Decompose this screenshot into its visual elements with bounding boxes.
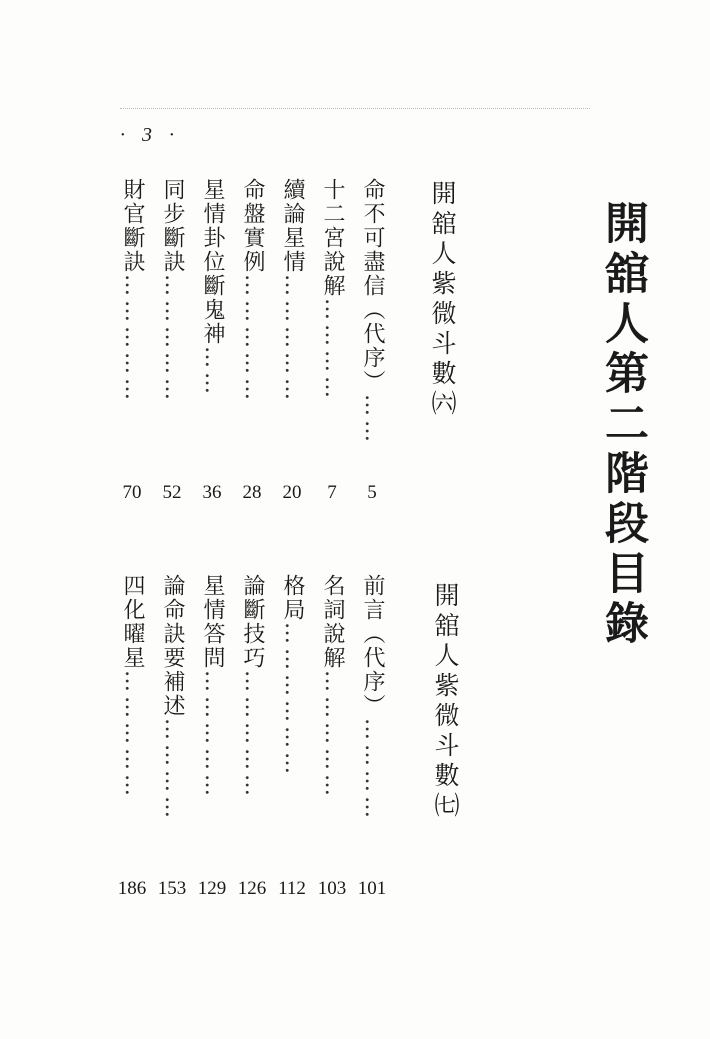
toc-entry[interactable] <box>198 178 226 398</box>
toc-leader-dots: …………… <box>240 274 265 404</box>
toc-entry-label: 同步斷訣 <box>160 178 185 274</box>
toc-page-number: 52 <box>162 482 182 503</box>
toc-entry-label: 論斷技巧 <box>240 574 265 670</box>
toc-page-number: 70 <box>122 482 142 503</box>
toc-entry[interactable] <box>358 178 386 446</box>
toc-entry[interactable] <box>358 574 386 822</box>
toc-entry-label: 續論星情 <box>280 178 305 274</box>
toc-leader-dots: …………… <box>120 670 145 800</box>
toc-leader-dots: …………… <box>120 274 145 404</box>
section-title-6: 開舘人紫微斗數㈥ <box>428 180 457 420</box>
toc-entry-label: 財官斷訣 <box>120 178 145 274</box>
section-title-7: 開舘人紫微斗數㈦ <box>431 582 460 822</box>
toc-entry[interactable] <box>278 574 306 778</box>
toc-page-number: 5 <box>367 482 377 503</box>
toc-page-number: 103 <box>317 878 347 899</box>
toc-page-number: 186 <box>117 878 147 899</box>
toc-leader-dots: ………… <box>320 298 345 402</box>
toc-entry[interactable] <box>198 574 226 800</box>
toc-leader-dots: ……………… <box>280 622 305 778</box>
page-number: · 3 · <box>120 124 180 146</box>
toc-entry-label: 命盤實例 <box>240 178 265 274</box>
toc-leader-dots: …………… <box>160 274 185 404</box>
toc-page-number: 28 <box>242 482 262 503</box>
toc-entry[interactable] <box>118 574 146 800</box>
top-rule <box>120 108 590 110</box>
toc-entry-label: 四化曜星 <box>120 574 145 670</box>
toc-entry-label: 十二宮說解 <box>320 178 345 298</box>
toc-entry[interactable] <box>278 178 306 404</box>
toc-entry-label: 論命訣要補述 <box>160 574 185 718</box>
toc-page-number: 126 <box>237 878 267 899</box>
toc-leader-dots: …… <box>200 346 225 398</box>
toc-entry[interactable] <box>318 178 346 402</box>
toc-page-number: 153 <box>157 878 187 899</box>
toc-entry[interactable] <box>158 574 186 822</box>
toc-entry[interactable] <box>158 178 186 404</box>
toc-entry[interactable] <box>238 574 266 800</box>
toc-entry-label: 前言（代序） <box>360 574 385 718</box>
toc-entry[interactable] <box>238 178 266 404</box>
toc-page-number: 112 <box>278 878 306 899</box>
toc-entry[interactable] <box>318 574 346 800</box>
toc-leader-dots: …………… <box>200 670 225 800</box>
toc-leader-dots: …………… <box>280 274 305 404</box>
toc-entry-label: 名詞說解 <box>320 574 345 670</box>
toc-entry-label: 星情答問 <box>200 574 225 670</box>
toc-leader-dots: …… <box>360 394 385 446</box>
toc-leader-dots: …………… <box>320 670 345 800</box>
toc-page-number: 20 <box>282 482 302 503</box>
toc-page-number: 36 <box>202 482 222 503</box>
toc-entry-label: 格局 <box>280 574 305 622</box>
toc-page-number: 7 <box>327 482 337 503</box>
toc-entry[interactable] <box>118 178 146 404</box>
toc-leader-dots: ………… <box>160 718 185 822</box>
toc-leader-dots: ………… <box>360 718 385 822</box>
toc-entry-label: 命不可盡信（代序） <box>360 178 385 394</box>
toc-page-number: 101 <box>357 878 387 899</box>
toc-entry-label: 星情卦位斷鬼神 <box>200 178 225 346</box>
page-title: 開舘人第二階段目錄 <box>597 200 648 650</box>
toc-leader-dots: …………… <box>240 670 265 800</box>
toc-page-number: 129 <box>197 878 227 899</box>
